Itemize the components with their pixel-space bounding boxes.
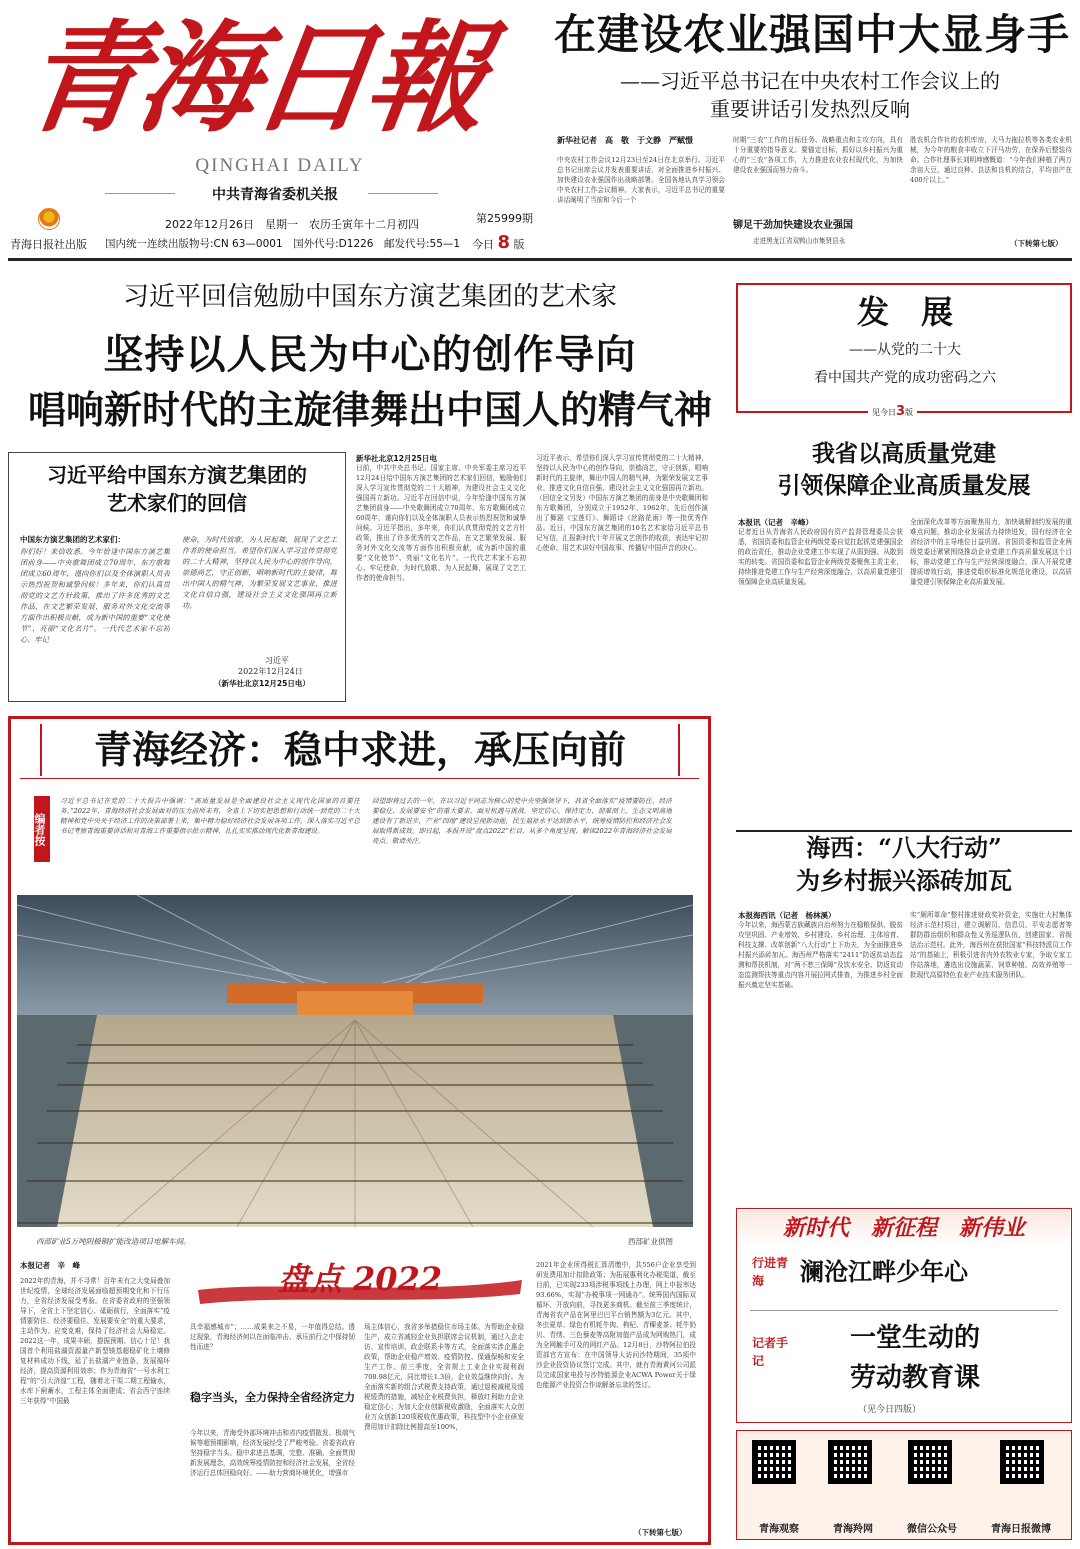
divider xyxy=(750,1310,1058,1311)
qr-labels xyxy=(742,1520,1068,1535)
publisher: 青海日报社出版 xyxy=(10,238,87,251)
top-story-sub: ——习近平总书记在中央农村工作会议上的 xyxy=(620,69,1000,93)
economy-title: 青海经济：稳中求进，承压向前 xyxy=(40,724,680,776)
masthead-logo: 青海日報 xyxy=(15,8,491,149)
masthead-english: QINGHAI DAILY xyxy=(195,155,365,176)
economy-subhead: 稳字当头，全力保持全省经济定力 xyxy=(190,1391,355,1404)
top-story-subhead: 铆足干劲加快建设农业强国 xyxy=(733,220,853,231)
top-story-col: 胜农机合作社的农机库房，大马力拖拉机等各类农业机械，为今年的粮食丰收立下汗马功劳，在保养后整装待命。合作社理事长刘明坤感慨道：“今年我们种植了两万余亩大豆，通过良种、良法和良机的结合，平均亩产在400斤以上。” xyxy=(910,136,1072,184)
letter-title: 艺术家们的回信 xyxy=(107,491,247,515)
divider xyxy=(20,778,699,779)
letter-date: 2022年12月24日 xyxy=(238,667,303,676)
qr-label: 青海羚网 xyxy=(833,1524,873,1535)
top-story-byline: 新华社记者 高 敬 于文静 严赋憬 xyxy=(557,136,693,145)
economy-byline: 本报记者 辛 峰 xyxy=(20,1261,80,1270)
haixi-byline: 本报海西讯（记者 杨林溪） xyxy=(738,911,836,920)
top-story-sub: 重要讲话引发热烈反响 xyxy=(710,97,910,121)
party-title: 我省以高质量党建 xyxy=(812,440,996,467)
top-story-col: 时期“三农”工作的目标任务、战略重点和主攻方向，具有十分重要的指导意义。要锚定目标，抓好以乡村振兴为重心的“三农”各项工作，大力推进农业农村现代化，为加快建设农业强国而努力奋斗。 xyxy=(733,136,903,174)
lead-headline: 坚持以人民为中心的创作导向 xyxy=(103,331,637,378)
promo-tag: 行进青海 xyxy=(752,1256,789,1288)
letter-title: 习近平给中国东方演艺集团的 xyxy=(47,463,307,487)
lead-col: 习近平表示，希望你们深入学习宣传贯彻党的二十大精神，坚持以人民为中心的创作导向，崇德尚艺，守正创新，唱响新时代的主旋律，舞出中国人的精气神，为繁荣发展文艺事业、推进文化自信自强、建设社会主义文化强国再立新功。（回信全文另发）中国东方演艺集团的前身是中央歌舞团和东方歌舞团，分别成立于1952年、1962年，先后创作演出了舞剧《宝莲灯》、舞蹈诗《丝路花雨》等一批优秀作品。近日，中国东方演艺集团的10名艺术家给习近平总书记写信，汇报新时代十年开展文艺创作的收获，表达牢记初心使命、用艺术讲好中国故事、传播好中国声音的决心。 xyxy=(536,454,708,552)
haixi-col: 实“厕所革命”整村推进财政奖补资金，实施壮大村集体经济示范村项目，建立调解员、信息员、平安志愿者等群防群治组织和群众性义务巡逻队伍，创建国家、省级法治示范村。此外，海西州在获批国家“科技特派员工作站”的基础上，积极引进省内外农牧业专家，争取专家工作站落地，遴选出设施蔬菜、饲草种植、高效养殖等一批现代高原特色农业产业技术服务团队。 xyxy=(910,911,1072,979)
party-col: 记者近日从青海省人民政府国有资产监督管理委员会获悉，省国资委和监管企业两级党委自觉扛起抓党建强国企的政治责任，推动企业党建工作实现了从弱到强、从散到实的转变。省国资委和监管企业两级党委聚焦主责主业，持续推进党建工作与生产经营深度融合，以高质量党建引领保障企业高质量发展。 xyxy=(738,528,903,586)
promo-title: 一堂生动的 xyxy=(849,1323,980,1353)
development-title: 发 展 xyxy=(856,293,953,331)
pandian-title: 盘点 2022 xyxy=(277,1260,443,1298)
continued-note: （下转第七版） xyxy=(1010,239,1063,248)
economy-col: 今年以来，青海受外部环境冲击和省内疫情散发、极端气候等超预期影响，经济发展经受了严峻考验。省委省政府坚持稳字当头、稳中求进总基调，完整、准确、全面贯彻新发展理念，高效统筹疫情防控和经济社会发展，全省经济运行总体回稳向好。——助力营商环境优化，增强市 xyxy=(190,1429,355,1477)
lead-kicker: 习近平回信勉励中国东方演艺集团的艺术家 xyxy=(122,282,617,312)
economy-col: 2021年企业所得税汇算清缴中，共556户企业享受到研发费用加计扣除政策；为拓展惠利化办税渠道，截至目前，已实现233项涉税事项线上办理，网上申报率达93.66%，实现“办税事项一网通办”。统筹国内国际双循环、开放向前，寻找更多商机。截至前三季度统计，青海省农产品在阿里巴巴平台销售额为3亿元。其中，冬虫夏草、绿色有机牦牛肉、枸杞、青稞麦茶、牦牛奶贝、青绣、三色藜麦等高附加值产品成为网购热门，成为全网触手可及的网红产品。12月8日，沙特阿拉伯投资部官方宣布：在中国领导人访问沙特期间，35项中沙企业投资协议签订完成。其中，就有青海黄河公司派员完成国家电投与沙特能源企业ACWA Power关于绿色能源产业投资合作谅解备忘录的签订。 xyxy=(536,1261,696,1389)
page-count: 今日 8 版 xyxy=(472,232,525,253)
letter-body: 你们好！来信收悉。今年恰逢中国东方演艺集团前身——中央歌舞团成立70周年、东方歌舞团成立60周年，谨向你们以及全体演职人员表示热烈祝贺和诚挚问候！多年来，你们认真贯彻党的文艺方针政策，推出了许多优秀的文艺作品，在文艺繁荣发展、服务对外文化交流等方面作出积极贡献，成为新中国的重要“文化使节”、亮丽“文化名片”。一代代艺术家不忘初心、牢记 xyxy=(20,547,170,644)
divider xyxy=(8,258,1072,261)
continued-note: （下转第七版） xyxy=(634,1528,687,1537)
party-title: 引领保障企业高质量发展 xyxy=(777,472,1031,499)
issue-date: 2022年12月26日 星期一 农历壬寅年十二月初四 xyxy=(165,218,419,231)
qr-code-icon[interactable] xyxy=(1000,1440,1044,1484)
photo-caption: 西部矿业5万吨阴极铜扩能改造项目电解车间。 xyxy=(36,1237,191,1246)
promo-title: 澜沧江畔少年心 xyxy=(800,1257,968,1286)
promo-tag: 记者手记 xyxy=(752,1336,789,1368)
divider xyxy=(105,193,175,194)
development-sub: 看中国共产党的成功密码之六 xyxy=(814,370,996,386)
haixi-col: 今年以来，海西蒙古族藏族自治州努力在稳粮保供、脱贫攻坚巩固、产业增效、乡村建设、乡村治理、主体培育、科技支撑、改革创新“八大行动”上下功夫，为全面推进乡村振兴添砖加瓦。海西州严格落实“2411”防返贫动态监测和帮扶机制，对“两不愁三保障”及饮水安全、防返贫动态监测帮扶等重点内容开展拉网式排查，为推进乡村全面振兴奠定坚实基础。 xyxy=(738,921,903,989)
publisher-logo-icon xyxy=(38,208,60,230)
factory-photo-illustration xyxy=(17,895,693,1227)
qr-code-icon[interactable] xyxy=(828,1440,872,1484)
pandian-banner xyxy=(190,1250,530,1312)
editor-note: 回望即将过去的一年，在以习近平同志为核心的党中央坚强领导下，我省全面落实“疫情要防住、经济要稳住、发展要安全”的重大要求，面对机遇与挑战，坚定信心、保持定力、迎难而上，生态文明高地建设有了新进步，产业“四地”建设呈现新动能，民生福祉水平达到新水平，统筹疫情防控和经济社会发展取得新成效。即日起，本报开设“盘点2022”栏目，从多个角度呈现、解读2022年青海经济社会发展亮点。敬请关注。 xyxy=(372,797,672,845)
editor-note-tag: 编者按 xyxy=(34,796,50,862)
qr-code-icon[interactable] xyxy=(752,1440,796,1484)
masthead-subtitle: 中共青海省委机关报 xyxy=(212,187,338,203)
factory-photo xyxy=(17,895,693,1227)
letter-body: 使命，为时代放歌、为人民起舞，展现了文艺工作者的使命担当。希望你们深入学习宣传贯彻党的二十大精神，坚持以人民为中心的创作导向，崇德尚艺，守正创新，唱响新时代的主旋律，舞出中国人的精气神，为繁荣发展文艺事业、推进文化自信自强，建设社会主义文化强国再立新功。 xyxy=(182,535,337,610)
lead-dateline: 新华社北京12月25日电 xyxy=(356,454,437,463)
party-byline: 本报讯（记者 辛峰） xyxy=(738,518,813,527)
qr-code-icon[interactable] xyxy=(908,1440,952,1484)
top-story-col: 中央农村工作会议12月23日至24日在北京举行。习近平总书记出席会议并发表重要讲话，对全面推进乡村振兴、加快建设农业强国作出战略部署。全国各地认真学习领会中央农村工作会议精神。大家表示，习近平总书记的重要讲话阐明了当前和今后一个 xyxy=(557,156,725,204)
editor-note: 习近平总书记在党的二十大报告中强调：“高质量发展是全面建设社会主义现代化国家的首要任务。”2022年，青海经济社会发展面对的压力前所未有，全省上下切实把思想和行动统一到党的二十大精神和党中央关于经济工作的决策部署上来，集中精力稳好经济社会发展各项工作，深入落实习近平总书记考察青海重要讲话和对青海工作重要指示批示精神，扎扎实实推动现代化新青海建设。 xyxy=(60,797,360,835)
qr-label: 青海日报微博 xyxy=(991,1524,1051,1535)
letter-salutation: 中国东方演艺集团的艺术家们： xyxy=(20,535,125,544)
party-col: 全面深化改革等方面聚焦用力，加快破解制约发展的重难点问题，推动企业发展活力持续迸发，国有经济在全省经济中的主导地位日益巩固。省国资委和监管企业两级党委还紧紧围绕推动企业党建工作高质量发展这个目标，推动党建工作与生产经营深度融合，深入开展党建提质增效行动，推进党组织标准化规范化建设，以高质量党建引领保障企业高质量发展。 xyxy=(910,518,1072,586)
haixi-title: 为乡村振兴添砖加瓦 xyxy=(796,866,1012,895)
economy-col: 具幸福感城市”；……成果来之不易，一年值得总结。透过现象，青海经济何以在面临冲击、承压前行之中保持韧性而进？ xyxy=(190,1323,355,1351)
top-story-title: 在建设农业强国中大显身手 xyxy=(553,10,1070,59)
economy-col: 2022年的青海，并不寻常！百年未有之大变局叠加世纪疫情，全球经济发展面临超预期变化和下行压力，全省经济发展受考验。在省委省政府的坚强领导下，全省上下坚定信心、砥砺前行，全面落实“疫情要防住、经济要稳住、发展要安全”的重大要求，主动作为、应变克难，保持了经济社会大局稳定。2022这一年，成果丰硕，提振预期、信心十足！我国首个利用盐湖资源量产新型镁基超稳矿化土壤修复材料成功下线，延了长盐湖产业链条，发展循环经济，提高资源利用效率；作为青海省“一号水利工程”的“引大济湟”工程，随着北干渠二期工程输水，水库下闸蓄水，工程主体全面建成；省会西宁连续三年获得“中国最 xyxy=(20,1277,170,1405)
development-sub: ——从党的二十大 xyxy=(849,342,961,358)
promo-title: 劳动教育课 xyxy=(849,1363,980,1393)
economy-col: 场主体信心，我省多举措稳住市场主体。为帮助企业稳生产，成立省减轻企业负担联席会议机制，通过入企走访、宣传培训、政企联系卡等方式，全面落实涉企惠企政策，帮助企业稳产增效、疫情防控、保通保畅和安全生产工作。前三季度，全省规上工业企业实现利润708.98亿元，同比增长1.3倍，企业效益继续向好。为全面落实新的组合式税费支持政策，通过退税减税及缓税缓费的措施，减轻企业税费负担，释放红利助力企业稳定信心；为加大企业创新税收激励，全面落实大众创业万众创新120项税收优惠政策，科技型中小企业研发费用加计扣除比例提高至100%， xyxy=(364,1323,524,1431)
haixi-title: 海西：“八大行动” xyxy=(806,833,1002,862)
top-story-col: 走进黑龙江省双鸭山市集贤县永 xyxy=(753,237,846,245)
promo-banner: 新时代 新征程 新伟业 xyxy=(738,1210,1070,1246)
development-note: 见今日3版 xyxy=(868,404,917,419)
lead-headline: 唱响新时代的主旋律舞出中国人的精气神 xyxy=(27,387,712,432)
publication-codes: 国内统一连续出版物号:CN 63—0001 国外代号:D1226 邮发代号:55—1 xyxy=(105,238,461,250)
divider xyxy=(368,193,438,194)
photo-credit: 西部矿业供图 xyxy=(628,1237,673,1246)
letter-signature: 习近平 xyxy=(265,656,289,665)
letter-source: （新华社北京12月25日电） xyxy=(214,679,310,688)
qr-label: 青海观察 xyxy=(759,1524,799,1535)
qr-label: 微信公众号 xyxy=(907,1524,957,1535)
lead-col: 日前，中共中央总书记、国家主席、中央军委主席习近平12月24日给中国东方演艺集团的艺术家们回信，勉励他们深入学习宣传贯彻党的二十大精神，为建设社会主义文化强国再立新功。习近平在回信中说，今年恰逢中国东方演艺集团前身——中央歌舞团成立70周年、东方歌舞团成立60周年，谨向你们以及全体演职人员表示热烈祝贺和诚挚问候。习近平指出，多年来，你们认真贯彻党的文艺方针政策，推出了许多优秀的文艺作品，在文艺繁荣发展、服务对外文化交流等方面作出积极贡献，成为新中国的重要“文化使节”、亮丽“文化名片”。一代代艺术家不忘初心、牢记使命，为时代放歌、为人民起舞，展现了文艺工作者的使命担当。 xyxy=(356,464,526,582)
issue-number: 第25999期 xyxy=(476,212,533,225)
promo-note: （见今日四版） xyxy=(858,1405,922,1415)
